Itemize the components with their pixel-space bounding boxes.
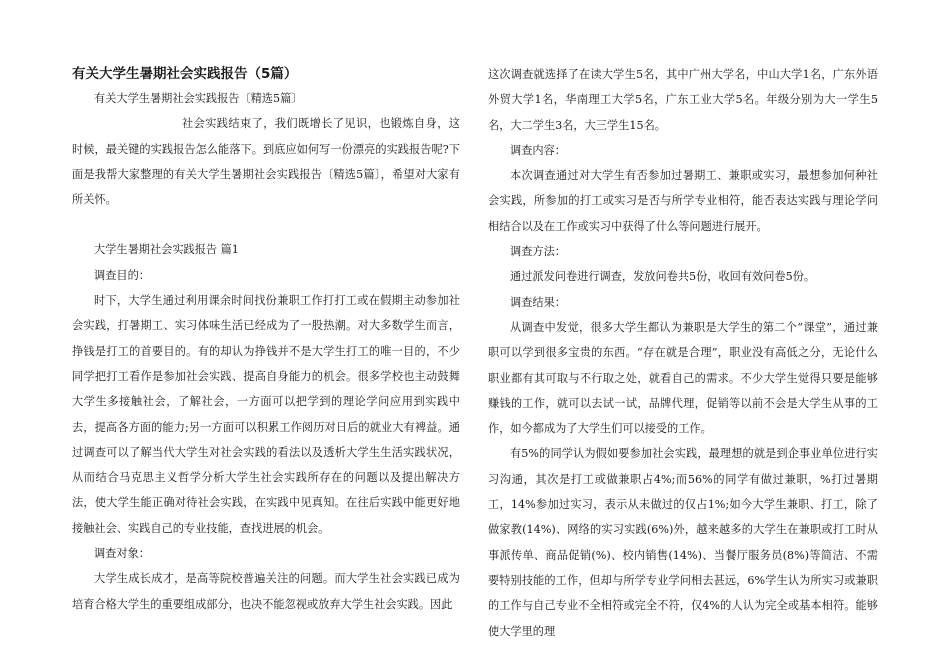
result-paragraph-1: 从调查中发觉，很多大学生都认为兼职是大学生的第二个“课堂”，通过兼职可以学到很多宝贵的东西。“存在就是合理”，职业没有高低之分，无论什么职业都有其可取与不行取之处，就看自己的需求。不少大学生觉得只要是能够赚钱的工作，就可以去试一试，品牌代理，促销等以前不会是大学生从事的工作，如今都成为了大学生们可以接受的工作。 [488, 320, 878, 436]
continuation-paragraph: 这次调查就选择了在读大学生5名，其中广州大学名，中山大学1名，广东外语外贸大学1名，华南理工大学5名，广东工业大学5名。年级分别为大一学生5名，大二学生3名，大三学生15名。 [488, 68, 878, 132]
section-heading: 大学生暑期社会实践报告 篇1 [94, 243, 239, 257]
object-heading: 调查对象： [94, 547, 150, 561]
left-column [72, 62, 460, 617]
document-subtitle: 有关大学生暑期社会实践报告〔精选5篇〕 [94, 92, 303, 105]
purpose-heading: 调查目的： [94, 268, 150, 282]
object-paragraph: 大学生成长成才，是高等院校普遍关注的问题。而大学生社会实践已成为培育合格大学生的重要组成部分，也决不能忽视或放弃大学生社会实践。因此 [72, 572, 460, 611]
document-title: 有关大学生暑期社会实践报告（5篇） [72, 66, 298, 82]
blank-line [72, 212, 460, 237]
method-paragraph: 通过派发问卷进行调查，发放问卷共5份，收回有效问卷5份。 [510, 270, 816, 284]
right-column [488, 62, 878, 644]
intro-paragraph: 社会实践结束了，我们既增长了见识，也锻炼自身，这时候，最关键的实践报告怎么能落下。到底应如何写一份漂亮的实践报告呢?下面是我帮大家整理的有关大学生暑期社会实践报告〔精选5篇〕，希望对大家有所关怀。 [72, 117, 460, 207]
purpose-paragraph: 时下，大学生通过利用课余时间找份兼职工作打打工或在假期主动参加社会实践，打暑期工、实习体味生活已经成为了一股热潮。对大多数学生而言，挣钱是打工的首要目的。有的却认为挣钱并不是大学生打工的唯一目的，不少同学把打工看作是参加社会实践、提高自身能力的机会。很多学校也主动鼓舞大学生多接触社会，了解社会，一方面可以把学到的理论学问应用到实践中去，提高各方面的能力;另一方面可以积累工作阅历对日后的就业大有裨益。通过调查可以了解当代大学生对社会实践的看法以及透析大学生生活实践状况，从而结合马克思主义哲学分析大学生社会实践所存在的问题以及提出解决方法，使大学生能正确对待社会实践，在实践中见真知。在往后实践中能更好地接触社会、实践自己的专业技能，查找进展的机会。 [72, 294, 460, 535]
content-heading: 调查内容： [510, 143, 566, 157]
method-heading: 调查方法： [510, 245, 566, 259]
result-heading: 调查结果： [510, 295, 566, 309]
result-paragraph-2: 有5%的同学认为假如要参加社会实践，最理想的就是到企事业单位进行实习沟通，其次是打工或做兼职占4%;而56%的同学有做过兼职，%打过暑期工，14%参加过实习，表示从未做过的仅占1%;如今大学生兼职、打工，除了做家教(14%)、网络的实习实践(6%)外，越来越多的大学生在兼职或打工时从事派传单、商品促销(%)、校内销售(14%)、当餐厅服务员(8%)等简洁、不需要特别技能的工作，但却与所学专业学问相去甚远，6%学生认为所实习或兼职的工作与自己专业不全相符或完全不符，仅4%的人认为完全或基本相符。能够使大学里的理 [488, 447, 878, 638]
content-paragraph: 本次调查通过对大学生有否参加过暑期工、兼职或实习，最想参加何种社会实践，所参加的打工或实习是否与所学专业相符，能否表达实践与理论学问相结合以及在工作或实习中获得了什么等问题进行展开。 [488, 169, 878, 233]
